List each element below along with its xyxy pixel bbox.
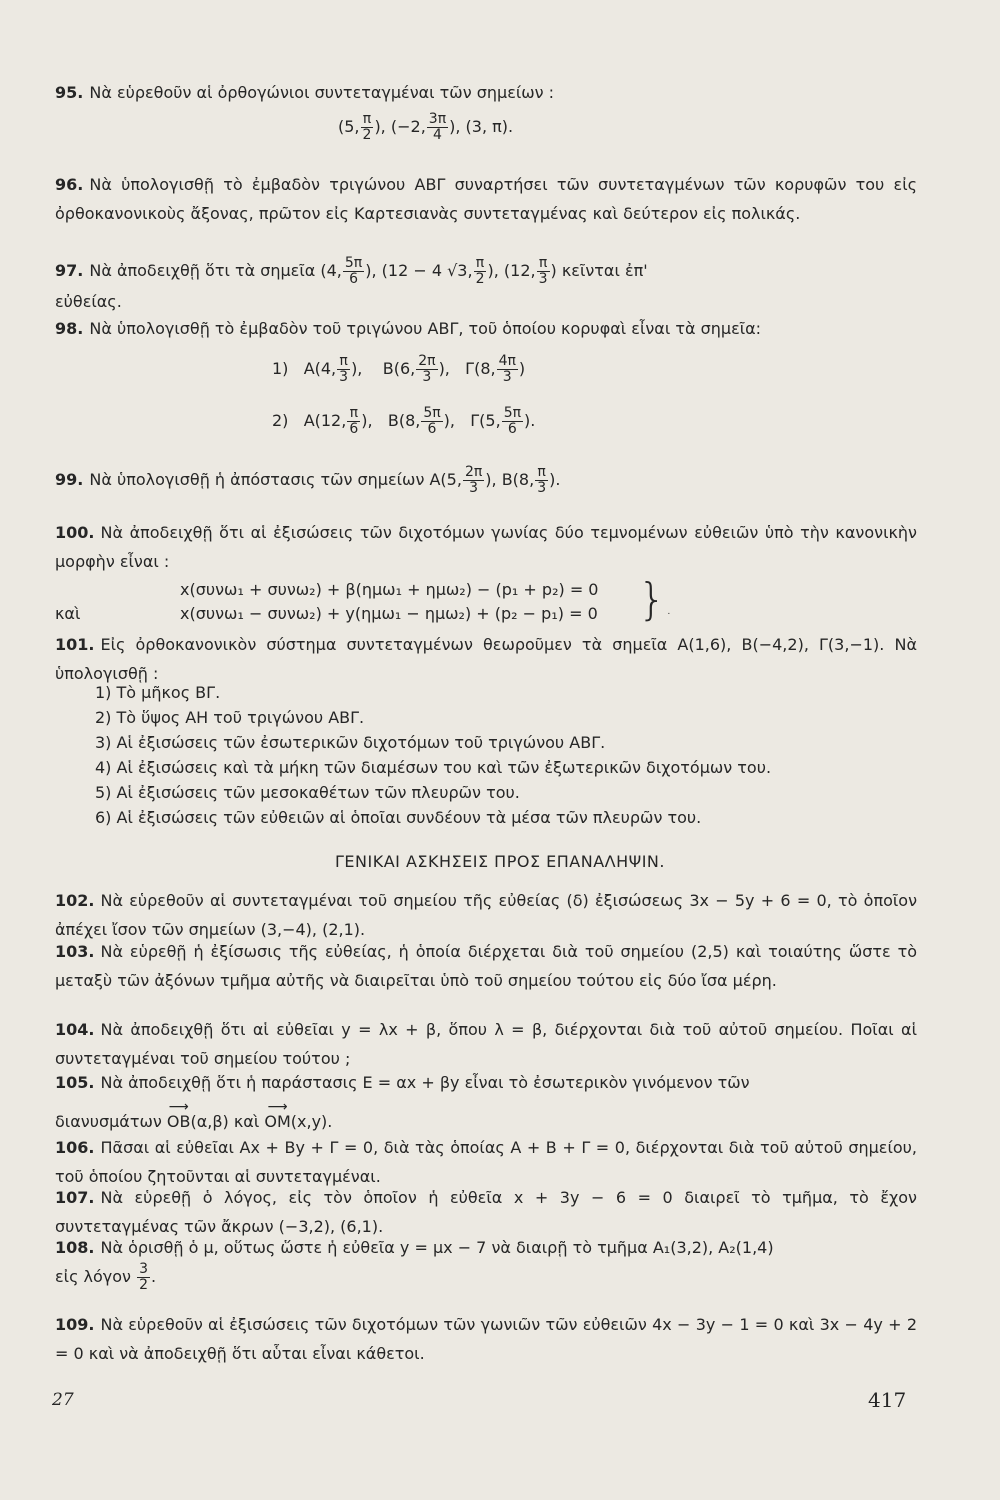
exercise-103 bbox=[55, 937, 917, 995]
fraction: $\frac{\pi}{2}$ bbox=[475, 255, 485, 287]
fraction: $\frac{5\pi}{6}$ bbox=[503, 405, 522, 437]
equation-2: x(συνω₁ − συνω₂) + y(ημω₁ − ημω₂) + (p₂ − p₁) = 0 bbox=[180, 604, 598, 623]
fraction: $\frac{\pi}{3}$ bbox=[339, 353, 349, 385]
page-number: 417 bbox=[868, 1388, 907, 1412]
brace-symbol: }. bbox=[638, 574, 672, 625]
vector-om: ⟶ ΟΜ bbox=[264, 1107, 290, 1136]
exercise-text: Νὰ εὑρεθῇ ἡ ἐξίσωσις τῆς εὐθείας, ἡ ὁποία διέρχεται διὰ τοῦ σημείου (2,5) καὶ τοιαύτης ὥστε τὸ μεταξὺ τῶν ἀξόνων τμῆμα αὐτῆς νὰ διαιρεῖται ὑπὸ τοῦ σημείου τούτου εἰς δύο ἴσα μέρη. bbox=[55, 942, 917, 990]
fraction: $\frac{5\pi}{6}$ bbox=[344, 255, 363, 287]
exercise-text: Νὰ εὑρεθῇ ὁ λόγος, εἰς τὸν ὁποῖον ἡ εὐθεῖα x + 3y − 6 = 0 διαιρεῖ τὸ τμῆμα, τὸ ἔχον συντεταγμένας τῶν ἄκρων (−3,2), (6,1). bbox=[55, 1188, 917, 1236]
exercise-97: 97. Νὰ ἀποδειχθῇ ὅτι τὰ σημεῖα (4, $\frac{5\pi}{6}$ ), (12 − 4 √3, $\frac{\pi}{2}$ ), (12, $\frac{\pi}{3}$ ) κεῖνται ἐπ' εὐθείας. bbox=[55, 255, 648, 311]
list-item: 1) Τὸ μῆκος ΒΓ. bbox=[95, 683, 221, 702]
exercise-98-set-1: 1) Α(4, $\frac{\pi}{3}$ ), Β(6, $\frac{2\pi}{3}$ ), Γ(8, $\frac{4\pi}{3}$ ) bbox=[272, 353, 526, 385]
exercise-number: 101. bbox=[55, 635, 95, 654]
list-item: 2) Τὸ ὕψος ΑΗ τοῦ τριγώνου ΑΒΓ. bbox=[95, 708, 365, 727]
fraction: $\frac{3\pi}{4}$ bbox=[428, 111, 447, 143]
list-item: 4) Αἱ ἐξισώσεις καὶ τὰ μήκη τῶν διαμέσων του καὶ τῶν ἐξωτερικῶν διχοτόμων του. bbox=[95, 758, 772, 777]
exercise-number: 99. bbox=[55, 470, 84, 489]
fraction: $\frac{2\pi}{3}$ bbox=[464, 464, 483, 496]
exercise-number: 96. bbox=[55, 175, 84, 194]
exercise-number: 95. bbox=[55, 83, 84, 102]
exercise-number: 97. bbox=[55, 261, 84, 280]
exercise-95-points: (5, $\frac{\pi}{2}$ ), (−2, $\frac{3\pi}{4}$ ), (3, π). bbox=[338, 111, 514, 143]
exercise-text: Νὰ εὑρεθοῦν αἱ ἐξισώσεις τῶν διχοτόμων τῶν γωνιῶν τῶν εὐθειῶν 4x − 3y − 1 = 0 καὶ 3x − 4y + 2 = 0 καὶ νὰ ἀποδειχθῇ ὅτι αὗται εἶναι κάθετοι. bbox=[55, 1315, 917, 1363]
exercise-number: 100. bbox=[55, 523, 95, 542]
list-item: 5) Αἱ ἐξισώσεις τῶν μεσοκαθέτων τῶν πλευρῶν του. bbox=[95, 783, 520, 802]
exercise-text: Εἰς ὀρθοκανονικὸν σύστημα συντεταγμένων θεωροῦμεν τὰ σημεῖα Α(1,6), Β(−4,2), Γ(3,−1). Νὰ ὑπολογισθῇ : bbox=[55, 635, 917, 683]
exercise-98 bbox=[55, 314, 917, 343]
exercise-104 bbox=[55, 1015, 917, 1073]
equation-1: x(συνω₁ + συνω₂) + β(ημω₁ + ημω₂) − (p₁ + p₂) = 0 bbox=[180, 580, 599, 599]
and-word: καὶ bbox=[55, 604, 81, 623]
exercise-number: 102. bbox=[55, 891, 95, 910]
exercise-text: Νὰ εὑρεθοῦν αἱ συντεταγμέναι τοῦ σημείου τῆς εὐθείας (δ) ἐξισώσεως 3x − 5y + 6 = 0, τὸ ὁποῖον ἀπέχει ἴσον τῶν σημείων (3,−4), (2,1). bbox=[55, 891, 917, 939]
exercise-number: 107. bbox=[55, 1188, 95, 1207]
exercise-text: Νὰ ἀποδειχθῇ ὅτι αἱ εὐθεῖαι y = λx + β, ὅπου λ = β, διέρχονται διὰ τοῦ αὐτοῦ σημείου. Ποῖαι αἱ συντεταγμέναι τοῦ σημείου τούτου ; bbox=[55, 1020, 917, 1068]
exercise-text: Νὰ ὑπολογισθῇ τὸ ἐμβαδὸν τοῦ τριγώνου ΑΒΓ, τοῦ ὁποίου κορυφαὶ εἶναι τὰ σημεῖα: bbox=[89, 319, 762, 338]
exercise-text: Πᾶσαι αἱ εὐθεῖαι Αx + Βy + Γ = 0, διὰ τὰς ὁποίας Α + Β + Γ = 0, διέρχονται διὰ τοῦ αὐτοῦ σημείου, τοῦ ὁποίου ζητοῦνται αἱ συντεταγμέναι. bbox=[55, 1138, 917, 1186]
exercise-text: Νὰ ὑπολογισθῇ τὸ ἐμβαδὸν τριγώνου ΑΒΓ συναρτήσει τῶν συντεταγμένων τῶν κορυφῶν του εἰς ὀρθοκανονικοὺς ἄξονας, πρῶτον εἰς Καρτεσιανὰς συντεταγμένας καὶ δεύτερον εἰς πολικάς. bbox=[55, 175, 917, 223]
exercise-102 bbox=[55, 886, 917, 944]
exercise-number: 108. bbox=[55, 1238, 95, 1257]
exercise-number: 109. bbox=[55, 1315, 95, 1334]
exercise-98-set-2: 2) Α(12, $\frac{\pi}{6}$ ), Β(8, $\frac{5\pi}{6}$ ), Γ(5, $\frac{5\pi}{6}$ ). bbox=[272, 405, 536, 437]
exercise-101-list bbox=[95, 680, 771, 830]
list-item: 3) Αἱ ἐξισώσεις τῶν ἐσωτερικῶν διχοτόμων τοῦ τριγώνου ΑΒΓ. bbox=[95, 733, 606, 752]
exercise-number: 98. bbox=[55, 319, 84, 338]
exercise-100 bbox=[55, 518, 917, 576]
fraction: $\frac{2\pi}{3}$ bbox=[418, 353, 436, 385]
exercise-95 bbox=[55, 78, 917, 107]
exercise-number: 103. bbox=[55, 942, 95, 961]
exercise-96 bbox=[55, 170, 917, 228]
exercise-text: Νὰ ὁρισθῇ ὁ μ, οὕτως ὥστε ἡ εὐθεῖα y = μx − 7 νὰ διαιρῇ τὸ τμῆμα Α₁(3,2), Α₂(1,4) bbox=[100, 1238, 774, 1257]
exercise-number: 105. bbox=[55, 1073, 95, 1092]
exercise-105: 105. Νὰ ἀποδειχθῇ ὅτι ἡ παράστασις Ε = αx + βy εἶναι τὸ ἐσωτερικὸν γινόμενον τῶν διανυσμάτων ⟶ ΟΒ(α,β) καὶ ⟶ ΟΜ(x,y). bbox=[55, 1068, 917, 1136]
exercise-text: Νὰ εὑρεθοῦν αἱ ὀρθογώνιοι συντεταγμέναι τῶν σημείων : bbox=[89, 83, 555, 102]
exercise-number: 104. bbox=[55, 1020, 95, 1039]
section-heading: ΓΕΝΙΚΑΙ ΑΣΚΗΣΕΙΣ ΠΡΟΣ ΕΠΑΝΑΛΗΨΙΝ. bbox=[335, 852, 665, 871]
exercise-109 bbox=[55, 1310, 917, 1368]
fraction: $\frac{\pi}{2}$ bbox=[362, 111, 372, 143]
exercise-108: 108. Νὰ ὁρισθῇ ὁ μ, οὕτως ὥστε ἡ εὐθεῖα y = μx − 7 νὰ διαιρῇ τὸ τμῆμα Α₁(3,2), Α₂(1,4) εἰς λόγον $\frac{3}{2}$ . bbox=[55, 1238, 774, 1293]
fraction: $\frac{3}{2}$ bbox=[139, 1261, 149, 1293]
fraction: $\frac{\pi}{6}$ bbox=[349, 405, 359, 437]
fraction: $\frac{\pi}{3}$ bbox=[537, 464, 547, 496]
exercise-99: 99. Νὰ ὑπολογισθῇ ἡ ἀπόστασις τῶν σημείων Α(5, $\frac{2\pi}{3}$ ), Β(8, $\frac{\pi}{3}$ ). bbox=[55, 464, 561, 496]
fraction: $\frac{\pi}{3}$ bbox=[538, 255, 548, 287]
signature-number: 27 bbox=[52, 1390, 74, 1410]
exercise-number: 106. bbox=[55, 1138, 95, 1157]
vector-ob: ⟶ ΟΒ bbox=[167, 1107, 191, 1136]
exercise-text: Νὰ ἀποδειχθῇ ὅτι αἱ ἐξισώσεις τῶν διχοτόμων γωνίας δύο τεμνομένων εὐθειῶν ὑπὸ τὴν κανονικὴν μορφὴν εἶναι : bbox=[55, 523, 917, 571]
list-item: 6) Αἱ ἐξισώσεις τῶν εὐθειῶν αἱ ὁποῖαι συνδέουν τὰ μέσα τῶν πλευρῶν του. bbox=[95, 808, 702, 827]
fraction: $\frac{4\pi}{3}$ bbox=[498, 353, 516, 385]
fraction: $\frac{5\pi}{6}$ bbox=[423, 405, 441, 437]
